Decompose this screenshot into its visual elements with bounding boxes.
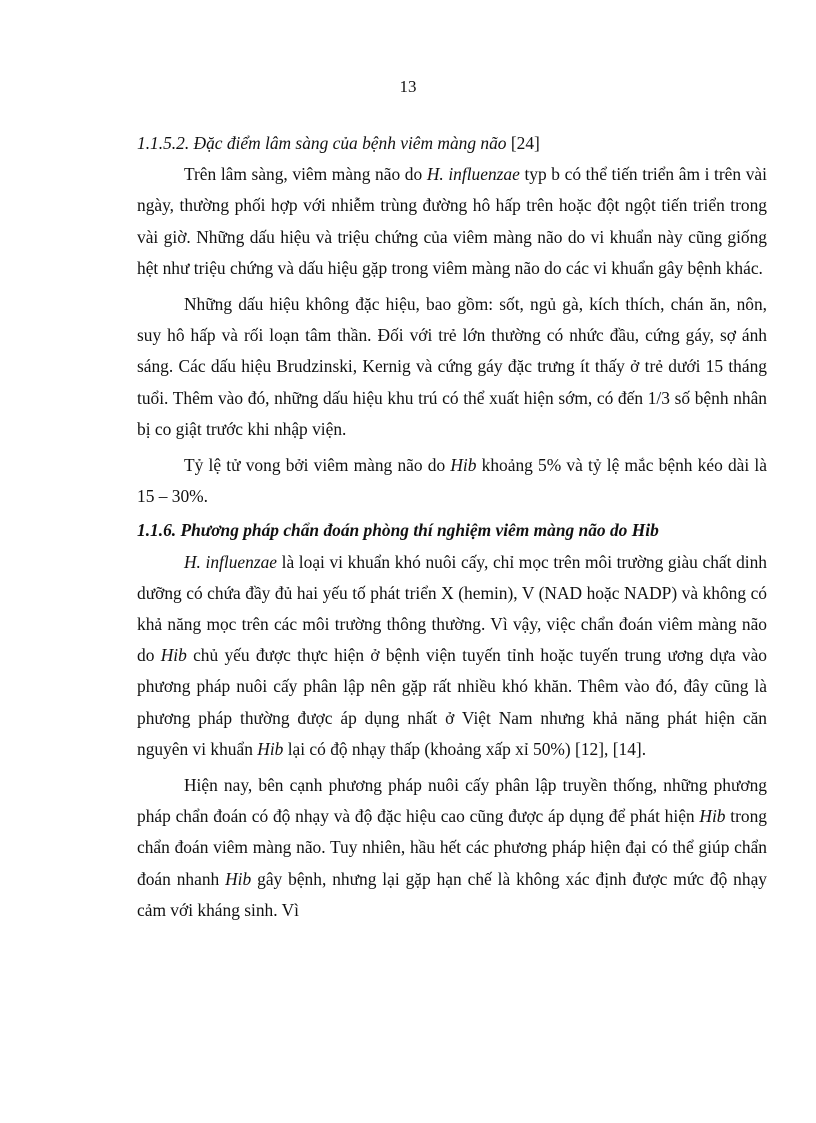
text-run: typ b có thể tiến triển âm i trên vài ngày, thường phối hợp với nhiễm trùng đường hô hấp trên hoặc đột ngột tiến triển trong vài giờ. Những dấu hiệu và triệu chứng của viêm màng não do vi khuẩn này cũng giống hệt như triệu chứng và dấu hiệu gặp trong viêm màng não do các vi khuẩn gây bệnh khác. [137,164,767,278]
text-run: gây bệnh, nhưng lại gặp hạn chế là không xác định được mức độ nhạy cảm với kháng sinh. Vì [137,868,767,920]
text-run: lại có độ nhạy thấp (khoảng xấp xỉ 50%) [12], [14]. [283,738,647,759]
paragraph-nonspecific-signs: Những dấu hiệu không đặc hiệu, bao gồm: sốt, ngủ gà, kích thích, chán ăn, nôn, suy hô hấp và rối loạn tâm thần. Đối với trẻ lớn thường có nhức đầu, cứng gáy, sợ ánh sáng. Các dấu hiệu Brudzinski, Kernig và cứng gáy đặc trưng ít thấy ở trẻ dưới 15 tháng tuổi. Thêm vào đó, những dấu hiệu khu trú có thể xuất hiện sớm, có đến 1/3 số bệnh nhân bị co giật trước khi nhập viện. [137,294,767,439]
paragraph-mortality [137,450,767,512]
page-body [137,128,767,926]
paragraph-modern-methods [137,770,767,926]
section-heading-clinical-title: 1.1.5.2. Đặc điểm lâm sàng của bệnh viêm màng não [137,133,507,153]
species-name: Hib [225,868,252,889]
page-number: 13 [399,77,417,96]
text-run: trong chẩn đoán viêm màng não. Tuy nhiên, hầu hết các phương pháp hiện đại có thể giúp chẩn đoán nhanh [137,806,767,889]
section-heading-clinical [137,128,767,159]
text-run: chủ yếu được thực hiện ở bệnh viện tuyến tỉnh hoặc tuyến trung ương dựa vào phương pháp nuôi cấy phân lập nên gặp rất nhiều khó khăn. Thêm vào đó, đây cũng là phương pháp thường được áp dụng nhất ở Việt Nam nhưng khả năng phát hiện căn nguyên vi khuẩn [137,645,767,759]
text-run: Tỷ lệ tử vong bởi viêm màng não do [184,455,451,476]
species-name: Hib [257,738,284,759]
section-heading-clinical-reference: [24] [506,133,540,153]
text-run: khoảng 5% và tỷ lệ mắc bệnh kéo dài là 15 – 30%. [137,455,767,507]
paragraph-culture [137,547,767,765]
species-name: H. influenzae [426,164,520,185]
species-name: H. influenzae [184,551,278,572]
species-name: Hib [699,806,726,827]
section-heading-lab-diagnosis: 1.1.6. Phương pháp chẩn đoán phòng thí nghiệm viêm màng não do Hib [137,520,659,541]
text-run: Hiện nay, bên cạnh phương pháp nuôi cấy phân lập truyền thống, những phương pháp chẩn đoán có độ nhạy và độ đặc hiệu cao cũng được áp dụng để phát hiện [137,775,767,827]
text-run: Trên lâm sàng, viêm màng não do [184,164,427,185]
species-name: Hib [160,645,187,666]
text-run: là loại vi khuẩn khó nuôi cấy, chỉ mọc trên môi trường giàu chất dinh dưỡng có chứa đầy đủ hai yếu tố phát triển X (hemin), V (NAD hoặc NADP) và không có khả năng mọc trên các môi trường thông thường. Vì vậy, việc chẩn đoán viêm màng não do [137,551,767,666]
paragraph-clinical-onset [137,159,767,284]
species-name: Hib [450,455,477,476]
